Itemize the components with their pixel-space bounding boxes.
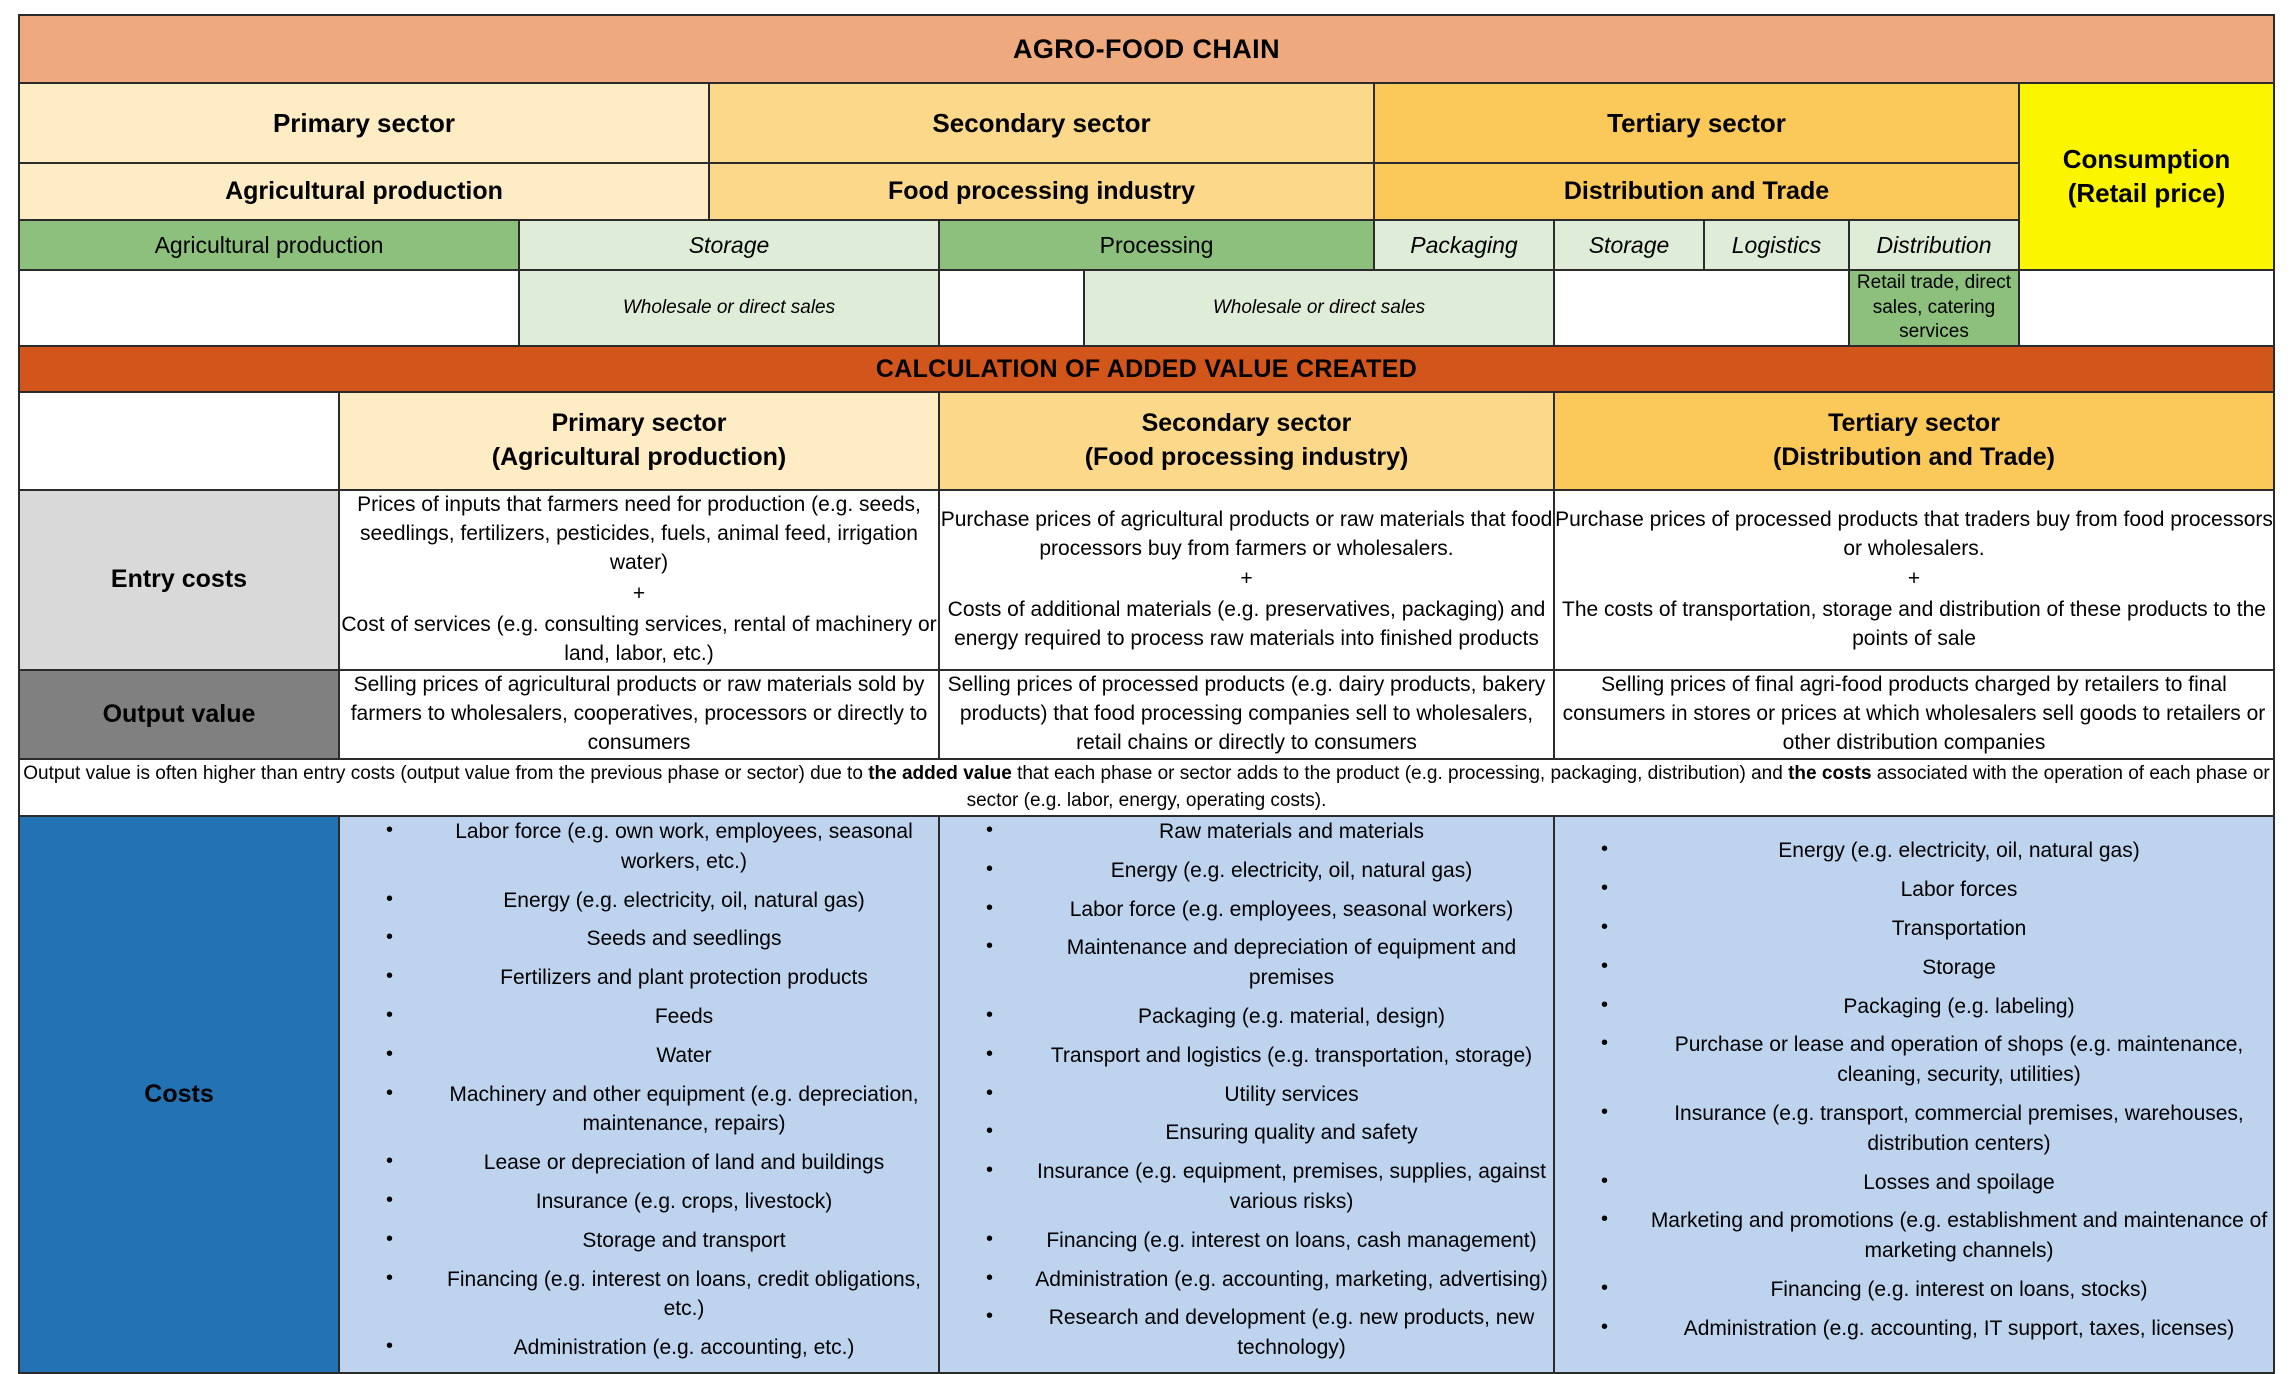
costs-row <box>19 816 2274 1373</box>
cost-list-item: • Storage <box>1601 953 2273 983</box>
cost-list-item: • Administration (e.g. accounting, etc.) <box>386 1333 938 1363</box>
sales-cell-blank-4 <box>2019 270 2274 346</box>
stage-distribution: Distribution <box>1849 220 2019 270</box>
entry-costs-primary-plus: + <box>632 581 646 605</box>
entry-costs-secondary-part2: Costs of additional materials (e.g. preservatives, packaging) and energy required to process raw materials into finished products <box>947 598 1546 651</box>
cost-list-item: • Machinery and other equipment (e.g. depreciation, maintenance, repairs) <box>386 1080 938 1140</box>
subsector-food-processing-industry: Food processing industry <box>709 163 1374 220</box>
sales-cell-blank-2 <box>939 270 1084 346</box>
cost-list-item: • Transportation <box>1601 914 2273 944</box>
entry-costs-primary-part2: Cost of services (e.g. consulting services, rental of machinery or land, labor, etc.) <box>341 612 937 665</box>
entry-costs-secondary-plus: + <box>1240 567 1253 591</box>
subsector-agricultural-production: Agricultural production <box>19 163 709 220</box>
entry-costs-tertiary-part2: The costs of transportation, storage and distribution of these products to the points of sale <box>1562 598 2266 651</box>
cost-list-item: • Insurance (e.g. equipment, premises, supplies, against various risks) <box>986 1157 1553 1217</box>
calc-col-primary-line2: (Agricultural production) <box>491 443 787 472</box>
output-value-secondary: Selling prices of processed products (e.g. dairy products, bakery products) that food processing companies sell to wholesalers, retail chains or directly to consumers <box>939 670 1554 759</box>
cost-list-item: • Labor forces <box>1601 875 2273 905</box>
calc-col-primary <box>339 392 939 490</box>
calc-col-secondary <box>939 392 1554 490</box>
cost-list-item: • Labor force (e.g. own work, employees, seasonal workers, etc.) <box>386 817 938 877</box>
stage-row <box>19 220 2274 270</box>
calc-col-tertiary <box>1554 392 2274 490</box>
entry-costs-primary <box>339 490 939 670</box>
note-the-costs: the costs <box>1788 762 1872 784</box>
cost-list-item: • Marketing and promotions (e.g. establishment and maintenance of marketing channels) <box>1601 1206 2273 1266</box>
calc-col-secondary-line2: (Food processing industry) <box>1084 443 1409 472</box>
calc-col-secondary-line1: Secondary sector <box>1141 409 1352 438</box>
calc-header-row <box>19 392 2274 490</box>
cost-list-item: • Storage and transport <box>386 1226 938 1256</box>
costs-tertiary <box>1554 816 2274 1373</box>
costs-primary <box>339 816 939 1373</box>
cost-list-item: • Insurance (e.g. crops, livestock) <box>386 1187 938 1217</box>
cost-list-item: • Raw materials and materials <box>986 817 1553 847</box>
sector-tertiary: Tertiary sector <box>1374 83 2019 163</box>
cost-list-item: • Losses and spoilage <box>1601 1168 2273 1198</box>
note-row <box>19 759 2274 816</box>
output-value-primary: Selling prices of agricultural products or raw materials sold by farmers to wholesalers, cooperatives, processors or directly to consumers <box>339 670 939 759</box>
cost-list-item: • Maintenance and depreciation of equipment and premises <box>986 933 1553 993</box>
cost-list-item: • Energy (e.g. electricity, oil, natural gas) <box>986 856 1553 886</box>
cost-list-item: • Water <box>386 1041 938 1071</box>
costs-secondary <box>939 816 1554 1373</box>
diagram-table <box>18 14 2275 1374</box>
output-value-tertiary: Selling prices of final agri-food products charged by retailers to final consumers in stores or prices at which wholesalers sell goods to retailers or other distribution companies <box>1554 670 2274 759</box>
row-label-costs: Costs <box>19 816 339 1373</box>
note-part-a: Output value is often higher than entry costs (output value from the previous phase or sector) due to <box>23 762 869 784</box>
page-title: AGRO-FOOD CHAIN <box>19 15 2274 83</box>
cost-list-item: • Transport and logistics (e.g. transportation, storage) <box>986 1041 1553 1071</box>
cost-list-item: • Utility services <box>986 1080 1553 1110</box>
subsector-distribution-and-trade: Distribution and Trade <box>1374 163 2019 220</box>
entry-costs-tertiary-part1: Purchase prices of processed products that traders buy from food processors or wholesalers. <box>1555 507 2273 560</box>
sales-cell-blank-3 <box>1554 270 1849 346</box>
calc-col-tertiary-line2: (Distribution and Trade) <box>1773 443 2055 472</box>
sales-cell-blank-1 <box>19 270 519 346</box>
cost-list-item: • Financing (e.g. interest on loans, credit obligations, etc.) <box>386 1265 938 1325</box>
consumption-line1: Consumption <box>2062 144 2231 175</box>
sales-row <box>19 270 2274 346</box>
cost-list-item: • Fertilizers and plant protection products <box>386 963 938 993</box>
entry-costs-secondary-part1: Purchase prices of agricultural products or raw materials that food processors buy from farmers or wholesalers. <box>940 507 1553 560</box>
row-label-output-value: Output value <box>19 670 339 759</box>
sector-secondary: Secondary sector <box>709 83 1374 163</box>
sector-primary: Primary sector <box>19 83 709 163</box>
sector-row <box>19 83 2274 163</box>
cost-list-item: • Ensuring quality and safety <box>986 1118 1553 1148</box>
note-part-d: associated with the operation of each phase or sector (e.g. labor, energy, operating costs). <box>966 762 2270 812</box>
stage-logistics: Logistics <box>1704 220 1849 270</box>
entry-costs-primary-part1: Prices of inputs that farmers need for production (e.g. seeds, seedlings, fertilizers, pesticides, fuels, animal feed, irrigation water) <box>357 493 921 574</box>
cost-list-item: • Feeds <box>386 1002 938 1032</box>
calc-header-corner <box>19 392 339 490</box>
entry-costs-secondary <box>939 490 1554 670</box>
note-added-value: the added value <box>868 762 1012 784</box>
subsector-row <box>19 163 2274 220</box>
calculation-banner: CALCULATION OF ADDED VALUE CREATED <box>19 346 2274 392</box>
row-label-entry-costs: Entry costs <box>19 490 339 670</box>
cost-list-item: • Research and development (e.g. new products, new technology) <box>986 1303 1553 1363</box>
cost-list-item: • Packaging (e.g. material, design) <box>986 1002 1553 1032</box>
cost-list-item: • Seeds and seedlings <box>386 924 938 954</box>
cost-list-item: • Insurance (e.g. transport, commercial premises, warehouses, distribution centers) <box>1601 1099 2273 1159</box>
cost-list-item: • Financing (e.g. interest on loans, stocks) <box>1601 1275 2273 1305</box>
cost-list-item: • Lease or depreciation of land and buildings <box>386 1148 938 1178</box>
cost-list-item: • Labor force (e.g. employees, seasonal workers) <box>986 895 1553 925</box>
sales-wholesale-direct-2: Wholesale or direct sales <box>1084 270 1554 346</box>
note-part-c: that each phase or sector adds to the product (e.g. processing, packaging, distribution) and <box>1011 762 1789 784</box>
cost-list-item: • Energy (e.g. electricity, oil, natural gas) <box>386 886 938 916</box>
banner-row <box>19 15 2274 83</box>
stage-packaging: Packaging <box>1374 220 1554 270</box>
calc-banner-row <box>19 346 2274 392</box>
cost-list-item: • Administration (e.g. accounting, marketing, advertising) <box>986 1265 1553 1295</box>
costs-primary-list <box>340 817 938 1363</box>
output-value-row <box>19 670 2274 759</box>
costs-secondary-list <box>940 817 1553 1363</box>
consumption-cell <box>2019 83 2274 270</box>
cost-list-item: • Administration (e.g. accounting, IT support, taxes, licenses) <box>1601 1314 2273 1344</box>
consumption-line2: (Retail price) <box>2067 177 2226 208</box>
calc-col-primary-line1: Primary sector <box>551 409 727 438</box>
costs-tertiary-list <box>1555 836 2273 1343</box>
cost-list-item: • Financing (e.g. interest on loans, cash management) <box>986 1226 1553 1256</box>
sales-retail-trade: Retail trade, direct sales, catering services <box>1849 270 2019 346</box>
added-value-note <box>19 759 2274 816</box>
stage-storage-2: Storage <box>1554 220 1704 270</box>
cost-list-item: • Purchase or lease and operation of shops (e.g. maintenance, cleaning, security, utilities) <box>1601 1030 2273 1090</box>
cost-list-item: • Energy (e.g. electricity, oil, natural gas) <box>1601 836 2273 866</box>
stage-agricultural-production: Agricultural production <box>19 220 519 270</box>
cost-list-item: • Packaging (e.g. labeling) <box>1601 992 2273 1022</box>
sales-wholesale-direct-1: Wholesale or direct sales <box>519 270 939 346</box>
entry-costs-tertiary-plus: + <box>1907 567 1921 591</box>
entry-costs-tertiary <box>1554 490 2274 670</box>
stage-storage-1: Storage <box>519 220 939 270</box>
stage-processing: Processing <box>939 220 1374 270</box>
entry-costs-row <box>19 490 2274 670</box>
calc-col-tertiary-line1: Tertiary sector <box>1828 409 2000 438</box>
